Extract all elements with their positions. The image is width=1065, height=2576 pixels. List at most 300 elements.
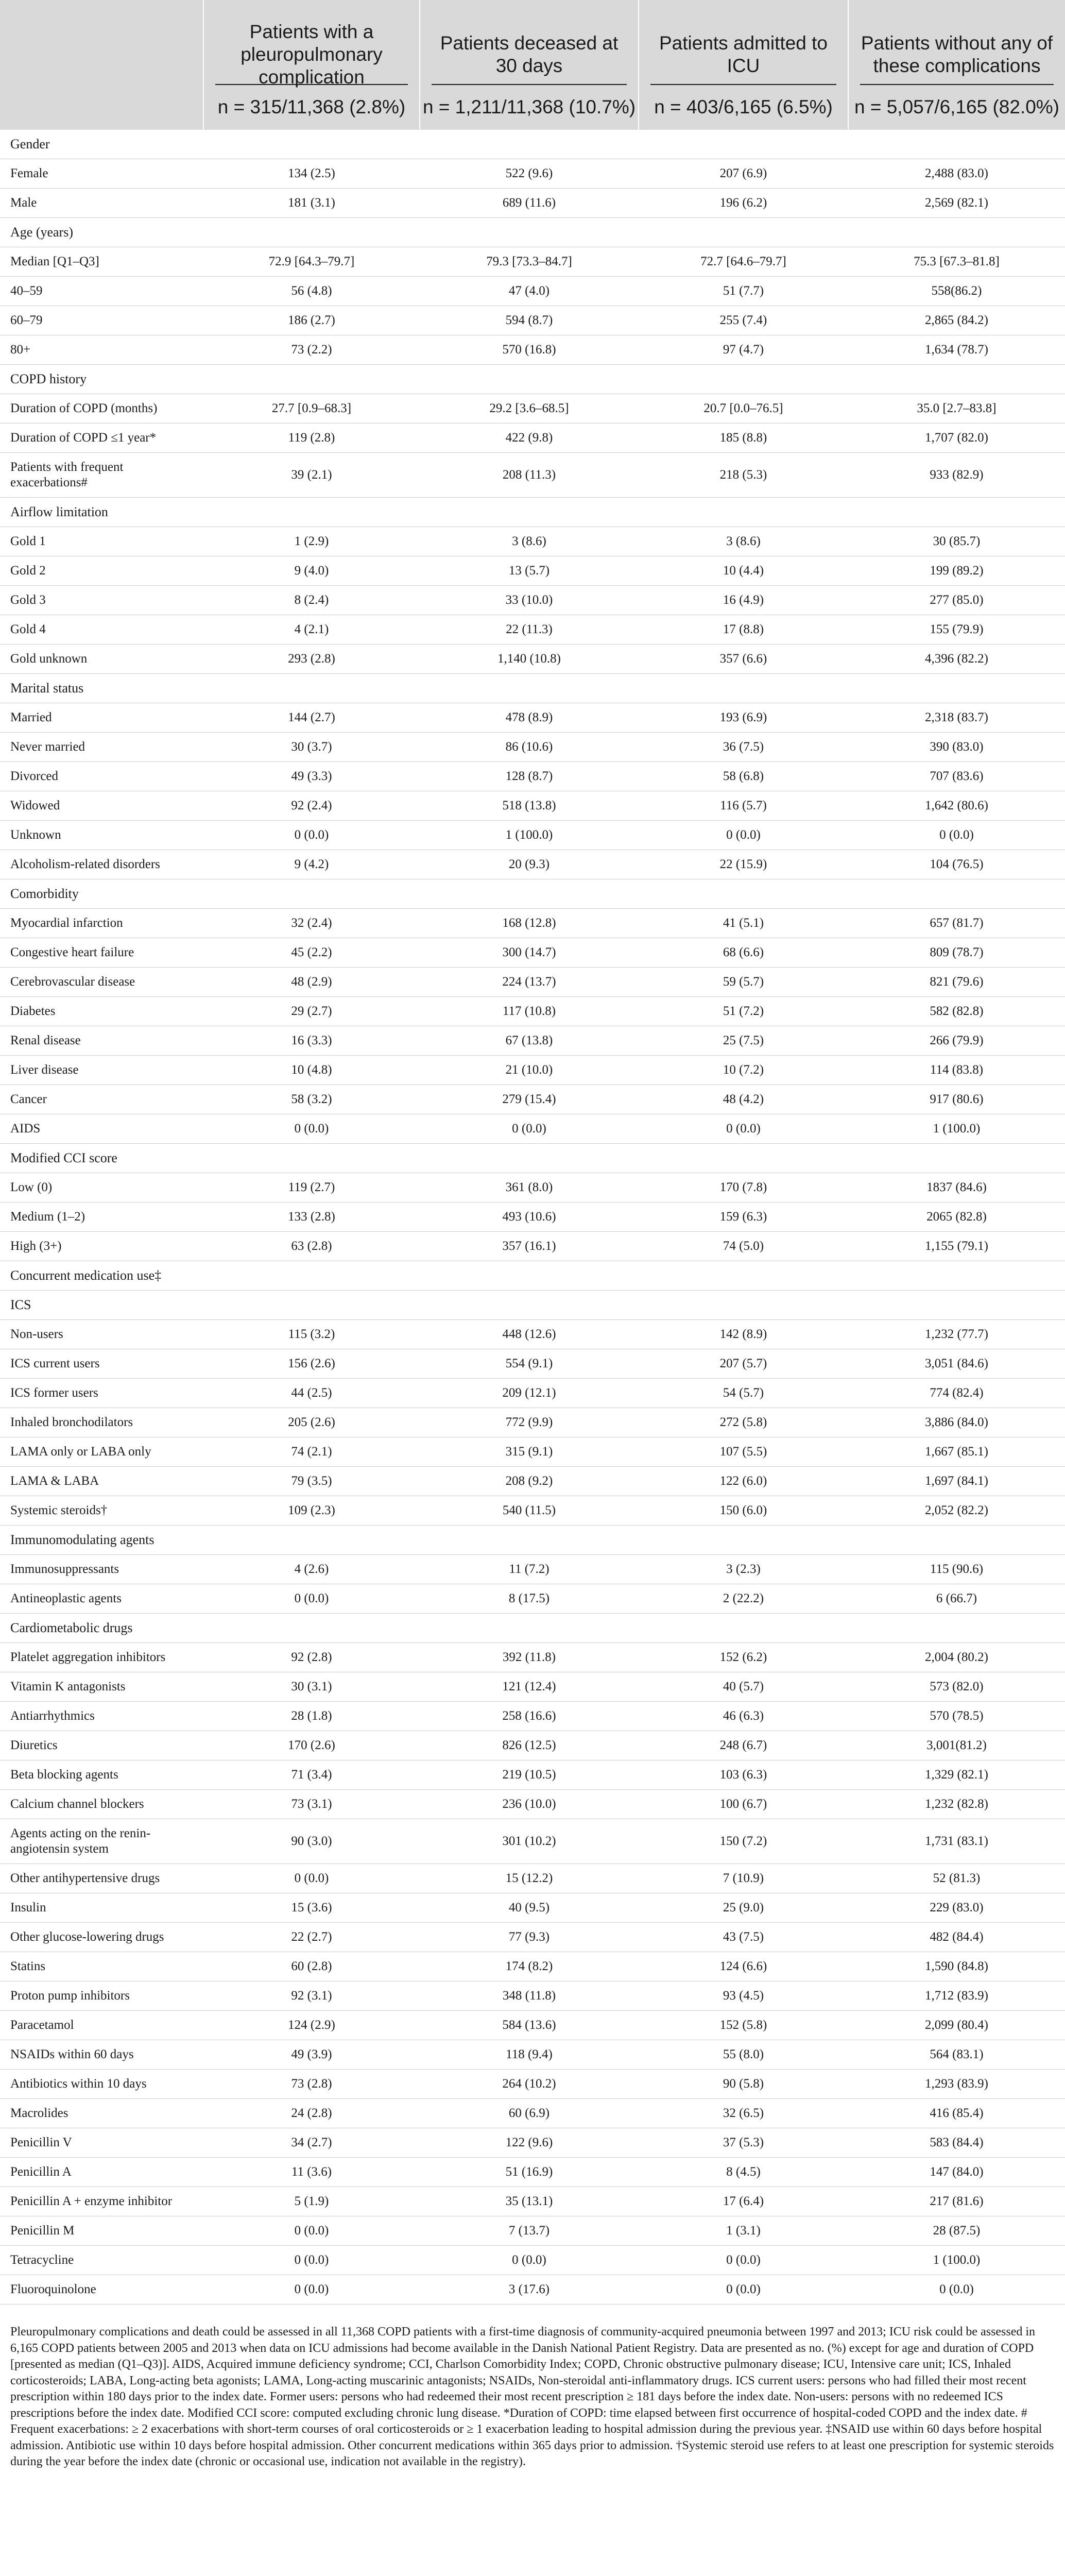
value-cell [203,1291,420,1320]
value-cell: 47 (4.0) [420,277,639,306]
value-cell [420,498,639,527]
table-row [0,2187,1065,2216]
value-cell: 72.9 [64.3–79.7] [203,247,420,277]
value-cell: 29.2 [3.6–68.5] [420,394,639,423]
row-label: Diabetes [0,997,203,1026]
section-row [0,1261,1065,1291]
value-cell: 0 (0.0) [203,2216,420,2246]
value-cell: 522 (9.6) [420,159,639,189]
table-row [0,2128,1065,2158]
value-cell [848,365,1065,394]
value-cell: 29 (2.7) [203,997,420,1026]
value-cell: 301 (10.2) [420,1819,639,1864]
value-cell: 60 (2.8) [203,1952,420,1981]
value-cell: 34 (2.7) [203,2128,420,2158]
section-label: Comorbidity [0,879,203,909]
value-cell: 51 (7.2) [639,997,848,1026]
value-cell: 22 (11.3) [420,615,639,645]
value-cell: 185 (8.8) [639,423,848,453]
value-cell: 0 (0.0) [639,2246,848,2275]
table-row [0,277,1065,306]
row-label: Renal disease [0,1026,203,1056]
value-cell: 60 (6.9) [420,2099,639,2128]
value-cell: 15 (12.2) [420,1864,639,1893]
value-cell: 16 (3.3) [203,1026,420,1056]
value-cell: 51 (7.7) [639,277,848,306]
value-cell: 2,052 (82.2) [848,1496,1065,1526]
value-cell: 103 (6.3) [639,1760,848,1790]
value-cell: 821 (79.6) [848,968,1065,997]
row-label: Patients with frequent exacerbations# [0,453,203,498]
value-cell: 168 (12.8) [420,909,639,938]
table-row [0,2216,1065,2246]
row-label: Vitamin K antagonists [0,1672,203,1702]
value-cell: 826 (12.5) [420,1731,639,1760]
value-cell: 774 (82.4) [848,1379,1065,1408]
value-cell: 15 (3.6) [203,1893,420,1923]
table-row [0,335,1065,365]
table-row [0,586,1065,615]
value-cell [639,1291,848,1320]
header-label: Patients without any of these complications [861,32,1053,76]
table-row [0,1408,1065,1437]
table-row [0,306,1065,335]
row-label: Widowed [0,791,203,821]
value-cell: 155 (79.9) [848,615,1065,645]
value-cell: 71 (3.4) [203,1760,420,1790]
value-cell: 229 (83.0) [848,1893,1065,1923]
value-cell: 7 (10.9) [639,1864,848,1893]
value-cell: 44 (2.5) [203,1379,420,1408]
value-cell: 1,667 (85.1) [848,1437,1065,1467]
value-cell: 35.0 [2.7–83.8] [848,394,1065,423]
value-cell: 28 (1.8) [203,1702,420,1731]
value-cell: 8 (17.5) [420,1584,639,1614]
row-label: Cerebrovascular disease [0,968,203,997]
value-cell: 115 (90.6) [848,1555,1065,1584]
value-cell: 361 (8.0) [420,1173,639,1202]
header-n: n = 1,211/11,368 (10.7%) [422,96,636,117]
row-label: Antibiotics within 10 days [0,2070,203,2099]
value-cell: 39 (2.1) [203,453,420,498]
value-cell: 4 (2.6) [203,1555,420,1584]
value-cell: 56 (4.8) [203,277,420,306]
header-label: Patients deceased at 30 days [440,32,619,76]
value-cell: 17 (8.8) [639,615,848,645]
row-label: Low (0) [0,1173,203,1202]
value-cell: 416 (85.4) [848,2099,1065,2128]
value-cell [203,674,420,703]
row-label: Tetracycline [0,2246,203,2275]
row-label: Gold 2 [0,556,203,586]
value-cell: 124 (6.6) [639,1952,848,1981]
section-label: ICS [0,1291,203,1320]
value-cell: 20.7 [0.0–76.5] [639,394,848,423]
header-rule [215,84,408,85]
value-cell: 1837 (84.6) [848,1173,1065,1202]
value-cell: 133 (2.8) [203,1202,420,1232]
header-rule [432,84,627,85]
row-label: Penicillin A [0,2158,203,2187]
value-cell: 159 (6.3) [639,1202,848,1232]
value-cell: 17 (6.4) [639,2187,848,2216]
row-label: Unknown [0,821,203,850]
footnote-text: Pleuropulmonary complications and death could be assessed in all 11,368 COPD patients with a first-time diagnosis of community-acquired pneumonia between 1997 and 2013; ICU risk could be assessed in 6,165 COPD patients between 2005 and 2013 when data on ICU admissions had become available in the Danish National Patient Registry. Data are presented as no. (%) except for age and duration of COPD [presented as median (Q1–Q3)]. AIDS, Acquired immune deficiency syndrome; CCI, Charlson Comorbidity Index; COPD, Chronic obstructive pulmonary disease; ICU, Intensive care unit; ICS, Inhaled corticosteroids; LABA, Long-acting beta agonists; LAMA, Long-acting muscarinic antagonists; NSAIDs, Non-steroidal anti-inflammatory drugs. ICS current users: persons who had filled their most recent prescription within 180 days prior to the index date. Former users: persons who had redeemed their most recent prescription ≥ 181 days before the index date. Non-users: persons with no redeemed ICS prescriptions before the index date. Modified CCI score: computed excluding chronic lung disease. *Duration of COPD: time elapsed between first occurrence of hospital-coded COPD and the index date. # Frequent exacerbations: ≥ 2 exacerbations with short-term courses of oral corticosteroids or ≥ 1 exacerbation leading to hospital admission during the previous year. ‡NSAID use within 60 days before hospital admission. Antibiotic use within 10 days before hospital admission. Other concurrent medications within 365 days prior to admission. †Systemic steroid use refers to at least one prescription for systemic steroids during the year before the index date (chronic or occasional use, indication not available in the registry). [10,2325,1054,2468]
table-row [0,1056,1065,1085]
value-cell [639,674,848,703]
value-cell: 582 (82.8) [848,997,1065,1026]
value-cell: 55 (8.0) [639,2040,848,2070]
table-row [0,2011,1065,2040]
value-cell: 9 (4.2) [203,850,420,879]
row-label: 60–79 [0,306,203,335]
row-label: Macrolides [0,2099,203,2128]
table-row [0,1893,1065,1923]
table-row [0,645,1065,674]
value-cell: 540 (11.5) [420,1496,639,1526]
value-cell: 79 (3.5) [203,1467,420,1496]
section-row [0,130,1065,159]
row-label: High (3+) [0,1232,203,1261]
row-label: Penicillin A + enzyme inhibitor [0,2187,203,2216]
value-cell [420,1261,639,1291]
value-cell: 20 (9.3) [420,850,639,879]
value-cell [420,879,639,909]
table-row [0,968,1065,997]
value-cell: 25 (9.0) [639,1893,848,1923]
section-label: Age (years) [0,218,203,247]
value-cell: 1 (3.1) [639,2216,848,2246]
row-label: Gold unknown [0,645,203,674]
value-cell: 218 (5.3) [639,453,848,498]
value-cell: 208 (9.2) [420,1467,639,1496]
value-cell: 36 (7.5) [639,733,848,762]
table-row [0,997,1065,1026]
value-cell: 1,232 (82.8) [848,1790,1065,1819]
value-cell: 917 (80.6) [848,1085,1065,1114]
value-cell: 1,634 (78.7) [848,335,1065,365]
value-cell: 0 (0.0) [203,1584,420,1614]
section-row [0,674,1065,703]
row-label: LAMA only or LABA only [0,1437,203,1467]
row-label: LAMA & LABA [0,1467,203,1496]
table-row [0,821,1065,850]
value-cell: 196 (6.2) [639,189,848,218]
value-cell: 1,707 (82.0) [848,423,1065,453]
value-cell: 144 (2.7) [203,703,420,733]
row-label: Insulin [0,1893,203,1923]
table-row [0,1379,1065,1408]
value-cell: 170 (7.8) [639,1173,848,1202]
value-cell [639,498,848,527]
value-cell: 33 (10.0) [420,586,639,615]
table-row [0,1760,1065,1790]
value-cell [639,879,848,909]
header-row [0,0,1065,130]
value-cell [203,1614,420,1643]
value-cell: 279 (15.4) [420,1085,639,1114]
value-cell: 2,318 (83.7) [848,703,1065,733]
table-row [0,1819,1065,1864]
table-row [0,1320,1065,1349]
value-cell: 122 (6.0) [639,1467,848,1496]
value-cell: 51 (16.9) [420,2158,639,2187]
row-label: Paracetamol [0,2011,203,2040]
table-row [0,1232,1065,1261]
value-cell: 1,712 (83.9) [848,1981,1065,2011]
value-cell: 217 (81.6) [848,2187,1065,2216]
value-cell: 10 (4.8) [203,1056,420,1085]
value-cell: 1,155 (79.1) [848,1232,1065,1261]
value-cell: 205 (2.6) [203,1408,420,1437]
value-cell: 25 (7.5) [639,1026,848,1056]
value-cell: 0 (0.0) [203,821,420,850]
row-label: Statins [0,1952,203,1981]
value-cell [848,1614,1065,1643]
value-cell: 0 (0.0) [203,2275,420,2304]
table-row [0,1643,1065,1672]
value-cell: 40 (5.7) [639,1672,848,1702]
row-label: Platelet aggregation inhibitors [0,1643,203,1672]
value-cell: 30 (3.7) [203,733,420,762]
table-row [0,1173,1065,1202]
section-row [0,1614,1065,1643]
value-cell: 27.7 [0.9–68.3] [203,394,420,423]
table-row [0,791,1065,821]
value-cell: 48 (2.9) [203,968,420,997]
table-row [0,2070,1065,2099]
row-label: Alcoholism-related disorders [0,850,203,879]
value-cell [639,1261,848,1291]
row-label: AIDS [0,1114,203,1144]
value-cell: 193 (6.9) [639,703,848,733]
value-cell: 5 (1.9) [203,2187,420,2216]
value-cell: 8 (4.5) [639,2158,848,2187]
value-cell [420,1291,639,1320]
value-cell [639,218,848,247]
value-cell: 92 (2.4) [203,791,420,821]
header-cell-pleuro [203,0,420,130]
value-cell [203,1144,420,1173]
value-cell: 75.3 [67.3–81.8] [848,247,1065,277]
table-row [0,1349,1065,1379]
value-cell: 236 (10.0) [420,1790,639,1819]
value-cell [848,1291,1065,1320]
row-label: Cancer [0,1085,203,1114]
row-label: NSAIDs within 60 days [0,2040,203,2070]
section-label: Cardiometabolic drugs [0,1614,203,1643]
value-cell: 564 (83.1) [848,2040,1065,2070]
footnotes [0,2304,1065,2470]
row-label: Proton pump inhibitors [0,1981,203,2011]
table-row [0,1584,1065,1614]
value-cell: 1,642 (80.6) [848,791,1065,821]
value-cell: 2 (22.2) [639,1584,848,1614]
value-cell: 49 (3.3) [203,762,420,791]
value-cell: 2,865 (84.2) [848,306,1065,335]
value-cell: 41 (5.1) [639,909,848,938]
header-cell-icu [639,0,848,130]
table-row [0,2158,1065,2187]
value-cell: 224 (13.7) [420,968,639,997]
row-label: Liver disease [0,1056,203,1085]
table-row [0,1467,1065,1496]
table-row [0,1437,1065,1467]
value-cell: 122 (9.6) [420,2128,639,2158]
header-rule [650,84,836,85]
value-cell: 6 (66.7) [848,1584,1065,1614]
value-cell: 134 (2.5) [203,159,420,189]
section-row [0,1526,1065,1555]
value-cell: 1 (100.0) [848,1114,1065,1144]
value-cell: 63 (2.8) [203,1232,420,1261]
table-row [0,733,1065,762]
table-row [0,1202,1065,1232]
value-cell: 0 (0.0) [420,2246,639,2275]
row-label: Agents acting on the renin-angiotensin system [0,1819,203,1864]
value-cell: 689 (11.6) [420,189,639,218]
value-cell [848,498,1065,527]
table-row [0,1555,1065,1584]
value-cell: 293 (2.8) [203,645,420,674]
value-cell [203,130,420,159]
value-cell: 584 (13.6) [420,2011,639,2040]
value-cell [848,130,1065,159]
value-cell: 43 (7.5) [639,1923,848,1952]
value-cell: 22 (2.7) [203,1923,420,1952]
row-label: 40–59 [0,277,203,306]
table-row [0,556,1065,586]
row-label: Myocardial infarction [0,909,203,938]
row-label: Antiarrhythmics [0,1702,203,1731]
value-cell [420,365,639,394]
value-cell: 114 (83.8) [848,1056,1065,1085]
value-cell: 0 (0.0) [203,1864,420,1893]
row-label: Immunosuppressants [0,1555,203,1584]
value-cell: 2065 (82.8) [848,1202,1065,1232]
value-cell: 58 (6.8) [639,762,848,791]
value-cell: 573 (82.0) [848,1672,1065,1702]
row-label: Gold 3 [0,586,203,615]
value-cell: 1,293 (83.9) [848,2070,1065,2099]
value-cell: 1,731 (83.1) [848,1819,1065,1864]
value-cell: 1 (100.0) [848,2246,1065,2275]
row-label: 80+ [0,335,203,365]
value-cell: 30 (85.7) [848,527,1065,556]
row-label: Gold 4 [0,615,203,645]
value-cell [203,1526,420,1555]
value-cell: 1,232 (77.7) [848,1320,1065,1349]
value-cell: 10 (7.2) [639,1056,848,1085]
value-cell [203,498,420,527]
table-row [0,527,1065,556]
table-row [0,1923,1065,1952]
section-row [0,1144,1065,1173]
value-cell: 264 (10.2) [420,2070,639,2099]
value-cell: 0 (0.0) [203,2246,420,2275]
value-cell [848,879,1065,909]
value-cell: 4,396 (82.2) [848,645,1065,674]
table-row [0,453,1065,498]
header-rule [860,84,1054,85]
row-label: Beta blocking agents [0,1760,203,1790]
table-row [0,1981,1065,2011]
value-cell: 142 (8.9) [639,1320,848,1349]
value-cell [420,218,639,247]
table-row [0,1952,1065,1981]
table-row [0,615,1065,645]
row-label: Congestive heart failure [0,938,203,968]
value-cell: 208 (11.3) [420,453,639,498]
row-label: Duration of COPD ≤1 year* [0,423,203,453]
section-row [0,365,1065,394]
value-cell: 357 (16.1) [420,1232,639,1261]
row-label: Married [0,703,203,733]
value-cell: 124 (2.9) [203,2011,420,2040]
value-cell: 594 (8.7) [420,306,639,335]
value-cell: 117 (10.8) [420,997,639,1026]
table-row [0,1496,1065,1526]
value-cell: 3,886 (84.0) [848,1408,1065,1437]
value-cell: 3 (8.6) [420,527,639,556]
value-cell: 93 (4.5) [639,1981,848,2011]
section-label: Modified CCI score [0,1144,203,1173]
row-label: ICS former users [0,1379,203,1408]
table-row [0,394,1065,423]
value-cell [848,1261,1065,1291]
table-row [0,850,1065,879]
value-cell: 422 (9.8) [420,423,639,453]
section-row [0,879,1065,909]
value-cell: 266 (79.9) [848,1026,1065,1056]
value-cell: 1,329 (82.1) [848,1760,1065,1790]
value-cell [848,218,1065,247]
value-cell: 1 (100.0) [420,821,639,850]
value-cell: 4 (2.1) [203,615,420,645]
table-row [0,1790,1065,1819]
value-cell [639,1144,848,1173]
section-row [0,218,1065,247]
value-cell: 0 (0.0) [639,821,848,850]
table-row [0,1026,1065,1056]
value-cell: 272 (5.8) [639,1408,848,1437]
value-cell: 772 (9.9) [420,1408,639,1437]
value-cell: 115 (3.2) [203,1320,420,1349]
value-cell: 0 (0.0) [203,1114,420,1144]
value-cell [639,365,848,394]
value-cell: 49 (3.9) [203,2040,420,2070]
value-cell: 0 (0.0) [848,821,1065,850]
row-label: Never married [0,733,203,762]
table-row [0,1702,1065,1731]
table-row [0,159,1065,189]
table-row [0,1085,1065,1114]
value-cell: 933 (82.9) [848,453,1065,498]
section-label: Marital status [0,674,203,703]
value-cell: 86 (10.6) [420,733,639,762]
table-row [0,1114,1065,1144]
value-cell: 558(86.2) [848,277,1065,306]
value-cell: 809 (78.7) [848,938,1065,968]
table-row [0,189,1065,218]
value-cell: 147 (84.0) [848,2158,1065,2187]
table-row [0,423,1065,453]
table-row [0,1672,1065,1702]
value-cell: 174 (8.2) [420,1952,639,1981]
table-row [0,938,1065,968]
value-cell: 24 (2.8) [203,2099,420,2128]
value-cell: 199 (89.2) [848,556,1065,586]
